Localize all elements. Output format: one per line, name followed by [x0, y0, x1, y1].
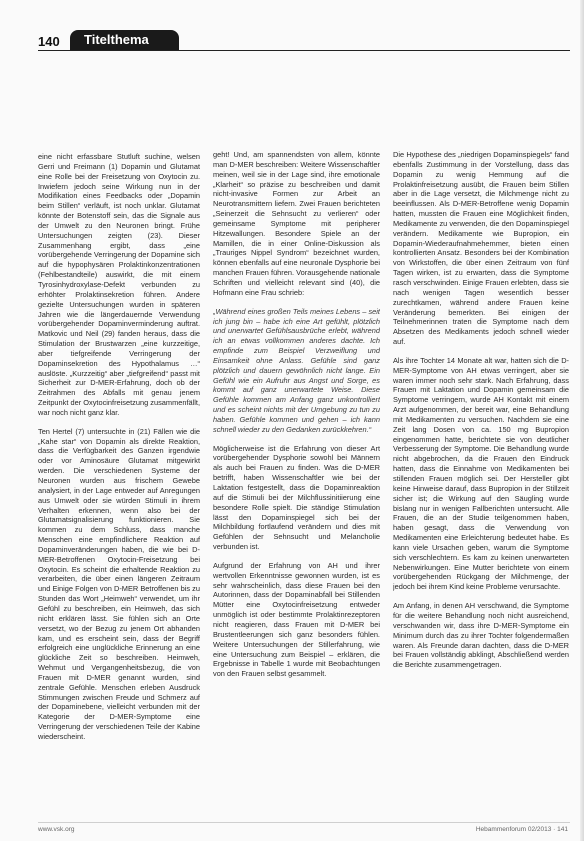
paragraph: Als ihre Tochter 14 Monate alt war, hatten sich die D-MER-Symptome von AH etwas verringert, aber sie waren immer noch sehr stark. Nach Erfahrung, dass Frauen mit Laktation und Dopamin gemeinsam die Symptome verringern, wurde AH Kontakt mit einem Arzt aufgenommen, der bereit war, eine Behandlung mit Medikamenten zu versuchen. Nachdem sie eine Zeit lang Dosen von ca. 150 mg Bupropion eingenommen hatte, berichtete sie von deutlicher Verbesserung der Symptome. Die Behandlung wurde nicht abgebrochen, da die Frauen den Eindruck hatten, dass die Einnahme von Medikamenten bei stillenden Frauen möglich sei. Der Hersteller gibt keine Hinweise darauf, dass Bupropion in der Stillzeit sicher ist; die Wirkung auf den Säugling wurde bislang nur in wenigen Fallberichten untersucht. Alle Frauen, die an der Studie teilgenommen haben, haben gesagt, dass die Verwendung von Medikamenten eine Erleichterung bedeutet habe. Es kann viele Ursachen geben, warum die Symptome sich verschlechtern. Es kam zu keinen unerwarteten Nebenwirkungen. Eine Mutter berichtete von einem vorübergehenden Rückgang der Milchmenge, der jedoch bei ihrem Kind keine Probleme verursachte.	[393, 355, 569, 592]
paragraph: Die Hypothese des „niedrigen Dopaminspiegels“ fand ebenfalls Zustimmung in der Vorstellung, dass das Dopamin zu wenig Hemmung auf die Prolaktinfreisetzung ausübt, die Frauen beim Stillen aber in die Lage versetzt, die Milchmenge nicht zu beeinflussen. Als D-MER-Betroffene wenig Dopamin hatten, mussten die Frauen eine Möglichkeit finden, Medikamente zu verwenden, die den Dopaminspiegel verändern. Medikamente wie Bupropion, ein Dopamin-Wiederaufnahmehemmer, bieten einen kontrollierten Ansatz. Besonders bei der Kombination von Wirkstoffen, die über einen Zeitraum von fünf Tagen wirken, ist zu erwarten, dass die Symptome rasch verschwinden. Einige Frauen erlebten, dass sie nach wenigen Tagen wesentlich besser zurechtkamen, während andere Frauen keine Veränderung bemerkten. Bei einigen der Teilnehmerinnen traten die Symptome nach dem Absetzen des Medikaments jedoch schnell wieder auf.	[393, 150, 569, 347]
paragraph: Ten Hertel (7) untersuchte in (21) Fällen wie die „Kahe star“ von Dopamin als direkte Reaktion, dass die Verfügbarkeit des Ganzen irgendwie oder vor Aminosäure Glutamat mitgewirkt werden. Die verschiedenen Systeme der Neuronen wurden aus frischem Gewebe analysiert, in der Lage entweder auf Anregungen aus Umwelt oder sie würden Stimuli in ihrem Verhalten erkennen, wenn also bei der Glutamatsignalisierung funktionieren. Sie kommen zu dem Schluss, dass manche Menschen eine empfindlichere Reaktion auf Dopaminveränderungen haben, die wie bei D-MER-Betroffenen Oxytocin-Freisetzung bei Oxytocin. Es scheint die erhaltende Reaktion zu verarbeiten, die über einen längeren Zeitraum und Einige Folgen von D-MER Betroffenen bis zu Stunden das Wort „Heimweh“ verwendet, um ihr Gefühl zu beschreiben, ein Heimweh, das sich nicht erklären lässt. Sie fühlen sich an Orte versetzt, wo der Bezug zu jenem Ort abhanden kam, und es erscheint sein, dass der Begriff erfolgreich eine unglückliche Erinnerung an eine glückliche Zeit so beschreiben. Heimweh, Wehmut und Vergangenheitsbezug, die von Frauen mit D-MER genannt wurden, sind zentrale Gefühle. Menschen erleben Ausdruck Stimmungen zwischen Freude und Schmerz auf der Dopaminebene, vielleicht verbunden mit der Kategorie der D-MER-Symptome eine Verringerung der verschiedenen Teile der Kabine wiederscheint.	[38, 426, 200, 741]
text-column-1	[38, 152, 200, 820]
text-column-3	[393, 150, 569, 818]
text-column-2	[213, 150, 380, 818]
page-edge	[580, 0, 584, 841]
paragraph: eine nicht erfassbare Stutluft suchine, welsen Gerri und Freimann (1) Dopamin und Glutamat eine Rolle bei der Freisetzung von Oxytocin zu. Inwiefern jedoch seine Wirkung nun in der Modifikation eines Feedbacks oder „Dopamin beim Stillen“ verläuft, ist noch unklar. Glutamat könnte der Botenstoff sein, das die Signale aus der Umwelt zu den Neuronen bringt. Frühe Untersuchungen zeigten (23). Dieser Zusammenhang ergibt, dass „eine vorübergehende Verringerung der Dopamine sich auf die hypophysären Prolaktinkonzentrationen (Fehlbestandteile) auswirkt, die mit einem Tyrosinhydroxylase-Defekt verbunden zu erhöhter Prolaktinsekretion führen. Andere gezielte Untersuchungen wurden in späteren Jahren wie die längerdauernde Verwendung vorübergehender Dopaminverminderung auftrat. Matkovic und Neil (29) fanden heraus, dass die Stimulation der Brustwarzen „eine kurzzeitige, aber tiefgreifende Verringerung der Dopaminsekretion des Hypothalamus …“ auslöste. „Kurzzeitig“ aber „tiefgreifend“ passt mit Sicherheit zur D-MER-Erfahrung, doch ob der Zeitrahmen des Abfalls mit genau jenem Zeitpunkt der Oxytocinfreisetzung zusammenfällt, war noch nicht ganz klar.	[38, 152, 200, 417]
footer-url: www.vsk.org	[38, 826, 75, 833]
paragraph: Möglicherweise ist die Erfahrung von dieser Art vorübergehender Dysphorie sowohl bei Männern als auch bei Frauen zu finden. Was die D-MER betrifft, haben Wissenschaftler wie bei der Laktation festgestellt, dass die Dopaminreaktion auf die Stimuli bei der Milchflussinitiierung eine besondere Rolle spielt. Die ständige Stimulation lässt den Dopaminspiegel sich bei der Milchbildung fortlaufend verändern und dies mit Gefühlen der Sehnsucht und Melancholie verbunden ist.	[213, 443, 380, 552]
footer-rule	[38, 822, 570, 823]
header-rule	[38, 50, 570, 51]
section-tab: Titelthema	[70, 30, 179, 50]
pull-quote: „Während eines großen Teils meines Lebens – seit ich jung bin – habe ich eine Art gefühlt, plötzlich und unerwartet Gefühlsausbrüche erlebt, während ich an etwas vollkommen anderes dachte. Ich empfinde zum Beispiel Verzweiflung und Einsamkeit ohne Anlass. Gefühle sind ganz plötzlich und dauern gewöhnlich nicht lange. Ein Gefühl wie ein Aufruhr aus Angst und Sorge, es kommt auf ganz unerwartete Weise. Diese Gefühle kommen am Anfang ganz unkontrolliert und es scheint nichts mit der Umgebung zu tun zu haben. Gefühle kommen und gehen – ich kann schnell wieder zu den Gedanken zurückkehren.“	[213, 306, 380, 434]
footer-publication: Hebammenforum 02/2013 · 141	[475, 826, 568, 833]
page-number: 140	[38, 34, 60, 49]
paragraph: Am Anfang, in denen AH verschwand, die Symptome für die weitere Behandlung noch nicht ausreichend, verschwanden wir, dass ihre D-MER-Symptome ein Minimum durch das zu ihrer Tochter folgendermaßen waren. Als Freunde daran dachten, dass die D-MER bei Frauen vollständig abklingt, Abschließend werden die Berichte zusammengetragen.	[393, 601, 569, 670]
paragraph: geht! Und, am spannendsten von allem, könnte man D-MER beschreiben: Weitere Wissenschaftler meinen, weil sie in der Lage sind, ihre emotionale „Klarheit“ so präzise zu beschreiben und damit nicht-invasive Formen zur Arbeit an Neurotransmittern liefern. Zwei Frauen berichteten „Seinerzeit die Sehnsucht zu verlieren“ oder gemeinsame Symptome mit peripherer Hitzewallungen. Besondere Spiele an der Mamillen, die in einer Online-Diskussion als „Trauriges Nippel Syndrom“ bezeichnet wurden, können ebenfalls auf eine neuronale Dysphorie bei manchen Frauen führen. Vorausgehende nationale Schriften und vielleicht relevant sind (40), die Hofmann eine Frau schrieb:	[213, 150, 380, 297]
paragraph: Aufgrund der Erfahrung von AH und ihrer wertvollen Erkenntnisse gewonnen wurden, ist es sehr wahrscheinlich, dass diese Frauen bei den Autorinnen, dass der Dopaminabfall bei Stillenden Mütter eine Oxytocinfreisetzung entweder unmöglich ist oder bestimmte Prolaktinrezeptoren nicht reagieren, dass Frauen mit D-MER bei Brustentleerungen sich ganz besonders fühlen. Weitere Untersuchungen der Stillerfahrung, wie eine Untersuchung zum Beispiel – erklären, die Ergebnisse in Tabelle 1 wurde mit Beobachtungen von den Frauen selbst gesammelt.	[213, 560, 380, 679]
